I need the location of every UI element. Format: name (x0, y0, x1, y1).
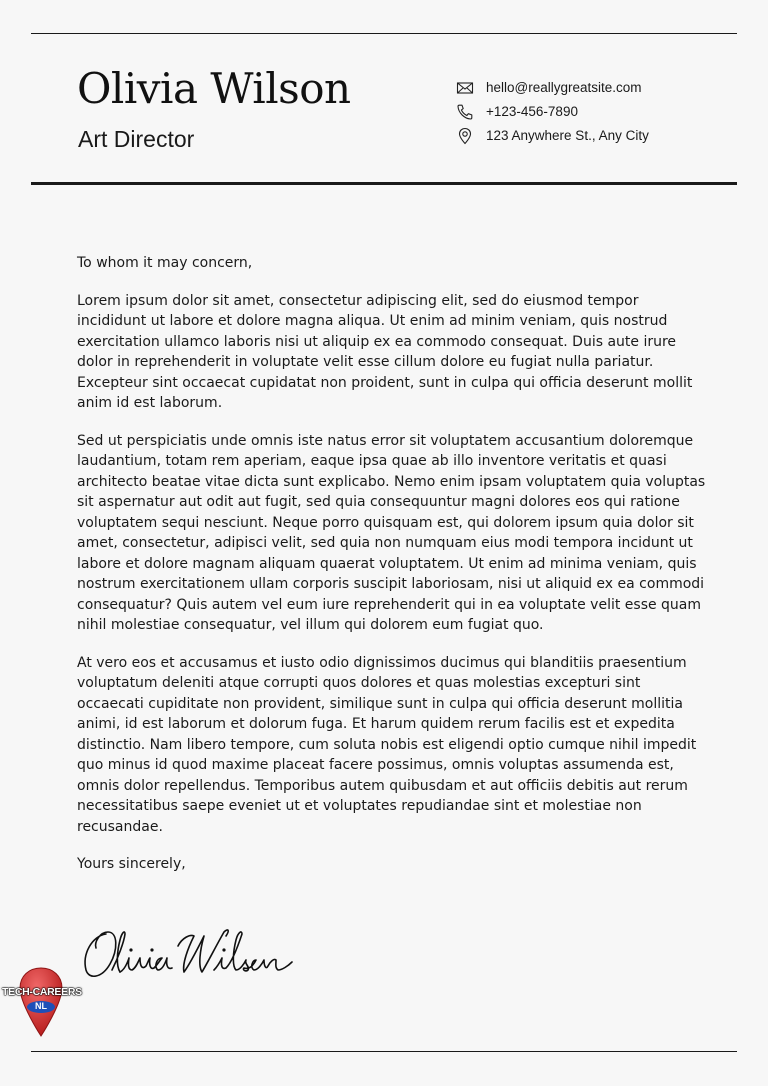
applicant-name: Olivia Wilson (77, 64, 351, 113)
contact-address-text: 123 Anywhere St., Any City (486, 128, 649, 143)
letter-paragraph-2: Sed ut perspiciatis unde omnis iste natus error sit voluptatem accusantium doloremque laudantium, totam rem aperiam, eaque ipsa quae ab illo inventore veritatis et quasi architecto beatae vitae dicta sunt explicabo. Nemo enim ipsam voluptatem quia voluptas sit aspernatur aut odit aut fugit, sed quia consequuntur magni dolores eos qui ratione voluptatem sequi nesciunt. Neque porro quisquam est, qui dolorem ipsum quia dolor sit amet, consectetur, adipisci velit, sed quia non numquam eius modi tempora incidunt ut labore et dolore magnam aliquam quaerat voluptatem. Ut enim ad minima veniam, quis nostrum exercitationem ullam corporis suscipit laboriosam, nisi ut aliquid ex ea commodi consequatur? Quis autem vel eum iure reprehenderit qui in ea voluptate velit esse quam nihil molestiae consequatur, vel illum qui dolorem eum fugiat quo. (77, 432, 706, 633)
contact-address[interactable] (456, 124, 649, 148)
bottom-divider (31, 1051, 737, 1052)
contact-email-text: hello@reallygreatsite.com (486, 80, 642, 95)
contact-list (456, 76, 649, 148)
phone-icon (456, 103, 474, 121)
location-pin-icon (456, 127, 474, 145)
contact-phone[interactable] (456, 100, 649, 124)
top-divider (31, 33, 737, 34)
letter-paragraph-1: Lorem ipsum dolor sit amet, consectetur adipiscing elit, sed do eiusmod tempor incididunt ut labore et dolore magna aliqua. Ut enim ad minim veniam, quis nostrud exercitation ullamco laboris nisi ut aliquip ex ea commodo consequat. Duis aute irure dolor in reprehenderit in voluptate velit esse cillum dolore eu fugiat nulla pariatur. Excepteur sint occaecat cupidatat non proident, sunt in culpa qui officia deserunt mollit anim id est laborum. (77, 292, 693, 411)
tech-careers-watermark (2, 966, 82, 1040)
watermark-line2: NL (35, 1001, 47, 1011)
signature (78, 920, 318, 986)
header-divider (31, 182, 737, 185)
applicant-role: Art Director (78, 126, 195, 152)
envelope-icon (456, 79, 474, 97)
contact-email[interactable] (456, 76, 649, 100)
letter-greeting: To whom it may concern, (77, 255, 253, 271)
watermark-line1: TECH-CAREERS (2, 986, 82, 998)
letter-closing: Yours sincerely, (77, 856, 186, 872)
contact-phone-text: +123-456-7890 (486, 104, 578, 119)
letter-paragraph-3: At vero eos et accusamus et iusto odio dignissimos ducimus qui blanditiis praesentium voluptatum deleniti atque corrupti quos dolores et quas molestias excepturi sint occaecati cupiditate non provident, similique sunt in culpa qui officia deserunt mollitia animi, id est laborum et dolorum fuga. Et harum quidem rerum facilis est et expedita distinctio. Nam libero tempore, cum soluta nobis est eligendi optio cumque nihil impedit quo minus id quod maxime placeat facere possimus, omnis voluptas assumenda est, omnis dolor repellendus. Temporibus autem quibusdam et aut officiis debitis aut rerum necessitatibus saepe eveniet ut et voluptates repudiandae sint et molestiae non recusandae. (77, 654, 697, 835)
letter-body (77, 253, 707, 892)
